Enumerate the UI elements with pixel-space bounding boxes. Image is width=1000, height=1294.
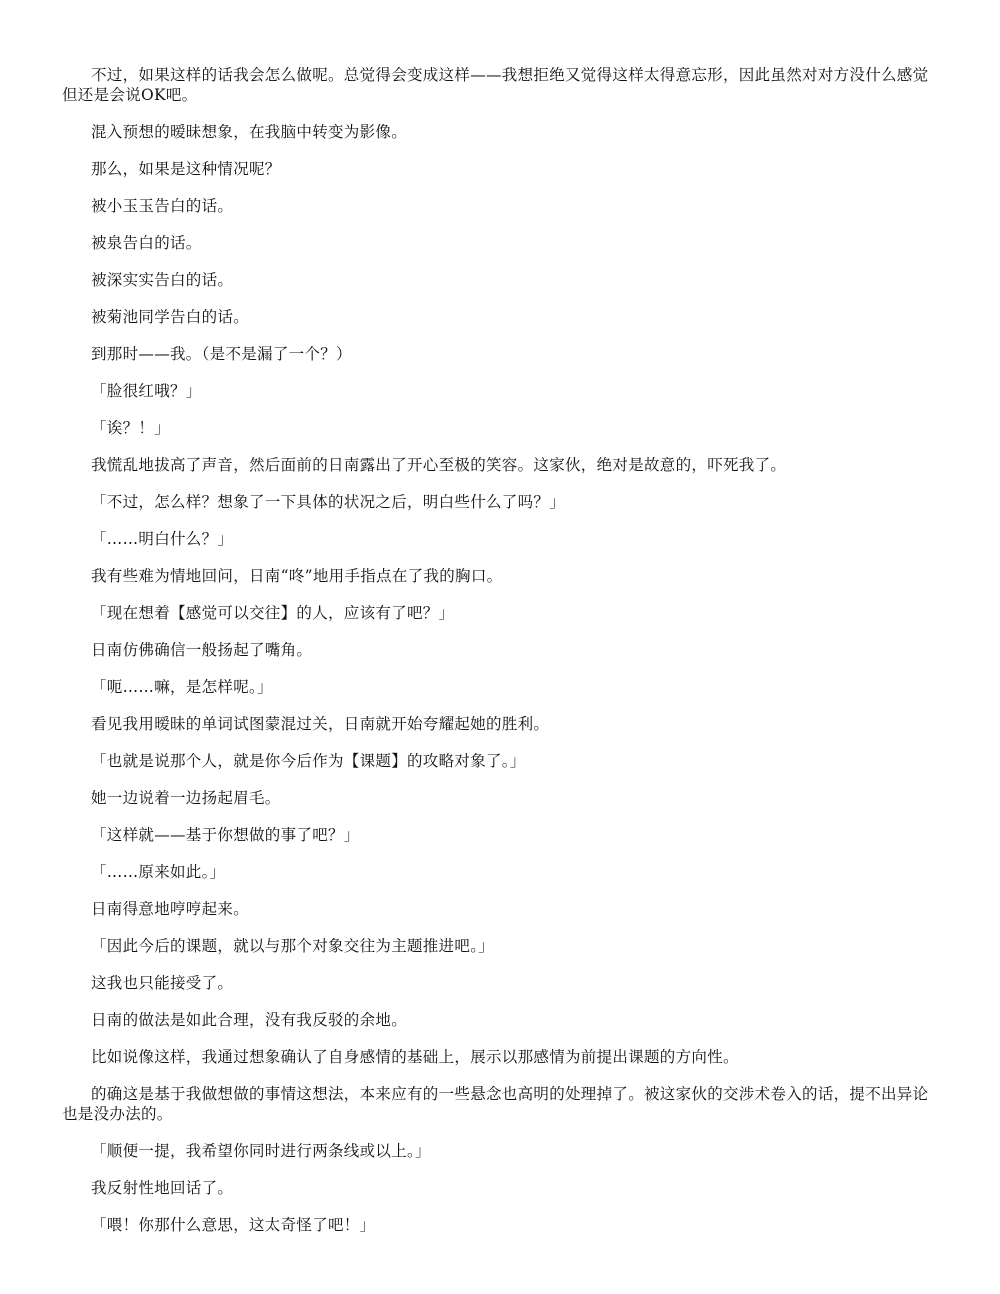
paragraph: 「现在想着【感觉可以交往】的人，应该有了吧？」 bbox=[91, 604, 455, 622]
paragraph: 被深实实告白的话。 bbox=[91, 271, 234, 289]
paragraph: 日南仿佛确信一般扬起了嘴角。 bbox=[91, 641, 313, 659]
paragraph: 我反射性地回话了。 bbox=[91, 1179, 234, 1197]
paragraph: 被泉告白的话。 bbox=[91, 234, 202, 252]
paragraph: 不过，如果这样的话我会怎么做呢。总觉得会变成这样——我想拒绝又觉得这样太得意忘形，因此虽然对对方没什么感觉但还是会说OK吧。 bbox=[62, 66, 929, 104]
paragraph: 我慌乱地拔高了声音，然后面前的日南露出了开心至极的笑容。这家伙，绝对是故意的，吓死我了。 bbox=[91, 456, 787, 474]
paragraph: 「……明白什么？」 bbox=[91, 530, 234, 548]
paragraph: 看见我用暧昧的单词试图蒙混过关，日南就开始夸耀起她的胜利。 bbox=[91, 715, 550, 733]
paragraph: 混入预想的暧昧想象，在我脑中转变为影像。 bbox=[91, 123, 408, 141]
paragraph: 那么，如果是这种情况呢？ bbox=[91, 160, 281, 178]
paragraph: 到那时——我。（是不是漏了一个？） bbox=[91, 345, 352, 363]
paragraph: 「也就是说那个人，就是你今后作为【课题】的攻略对象了。」 bbox=[91, 752, 526, 770]
paragraph: 「呃……嘛，是怎样呢。」 bbox=[91, 678, 273, 696]
paragraph: 被菊池同学告白的话。 bbox=[91, 308, 250, 326]
paragraph: 日南得意地哼哼起来。 bbox=[91, 900, 250, 918]
paragraph: 「脸很红哦？」 bbox=[91, 382, 202, 400]
document-page bbox=[62, 65, 940, 1235]
paragraph: 「因此今后的课题，就以与那个对象交往为主题推进吧。」 bbox=[91, 937, 495, 955]
paragraph: 「这样就——基于你想做的事了吧？」 bbox=[91, 826, 360, 844]
paragraph: 「不过，怎么样？想象了一下具体的状况之后，明白些什么了吗？」 bbox=[91, 493, 566, 511]
paragraph: 我有些难为情地回问，日南“咚”地用手指点在了我的胸口。 bbox=[91, 567, 503, 585]
paragraph: 「喂！你那什么意思，这太奇怪了吧！」 bbox=[91, 1216, 376, 1234]
paragraph: 被小玉玉告白的话。 bbox=[91, 197, 234, 215]
paragraph: 「顺便一提，我希望你同时进行两条线或以上。」 bbox=[91, 1142, 431, 1160]
paragraph: 比如说像这样，我通过想象确认了自身感情的基础上，展示以那感情为前提出课题的方向性。 bbox=[91, 1048, 739, 1066]
paragraph: 她一边说着一边扬起眉毛。 bbox=[91, 789, 281, 807]
paragraph: 的确这是基于我做想做的事情这想法，本来应有的一些悬念也高明的处理掉了。被这家伙的交涉术卷入的话，提不出异论也是没办法的。 bbox=[62, 1085, 929, 1123]
paragraph: 这我也只能接受了。 bbox=[91, 974, 234, 992]
paragraph: 「……原来如此。」 bbox=[91, 863, 226, 881]
paragraph: 「诶？！」 bbox=[91, 419, 171, 437]
paragraph: 日南的做法是如此合理，没有我反驳的余地。 bbox=[91, 1011, 408, 1029]
